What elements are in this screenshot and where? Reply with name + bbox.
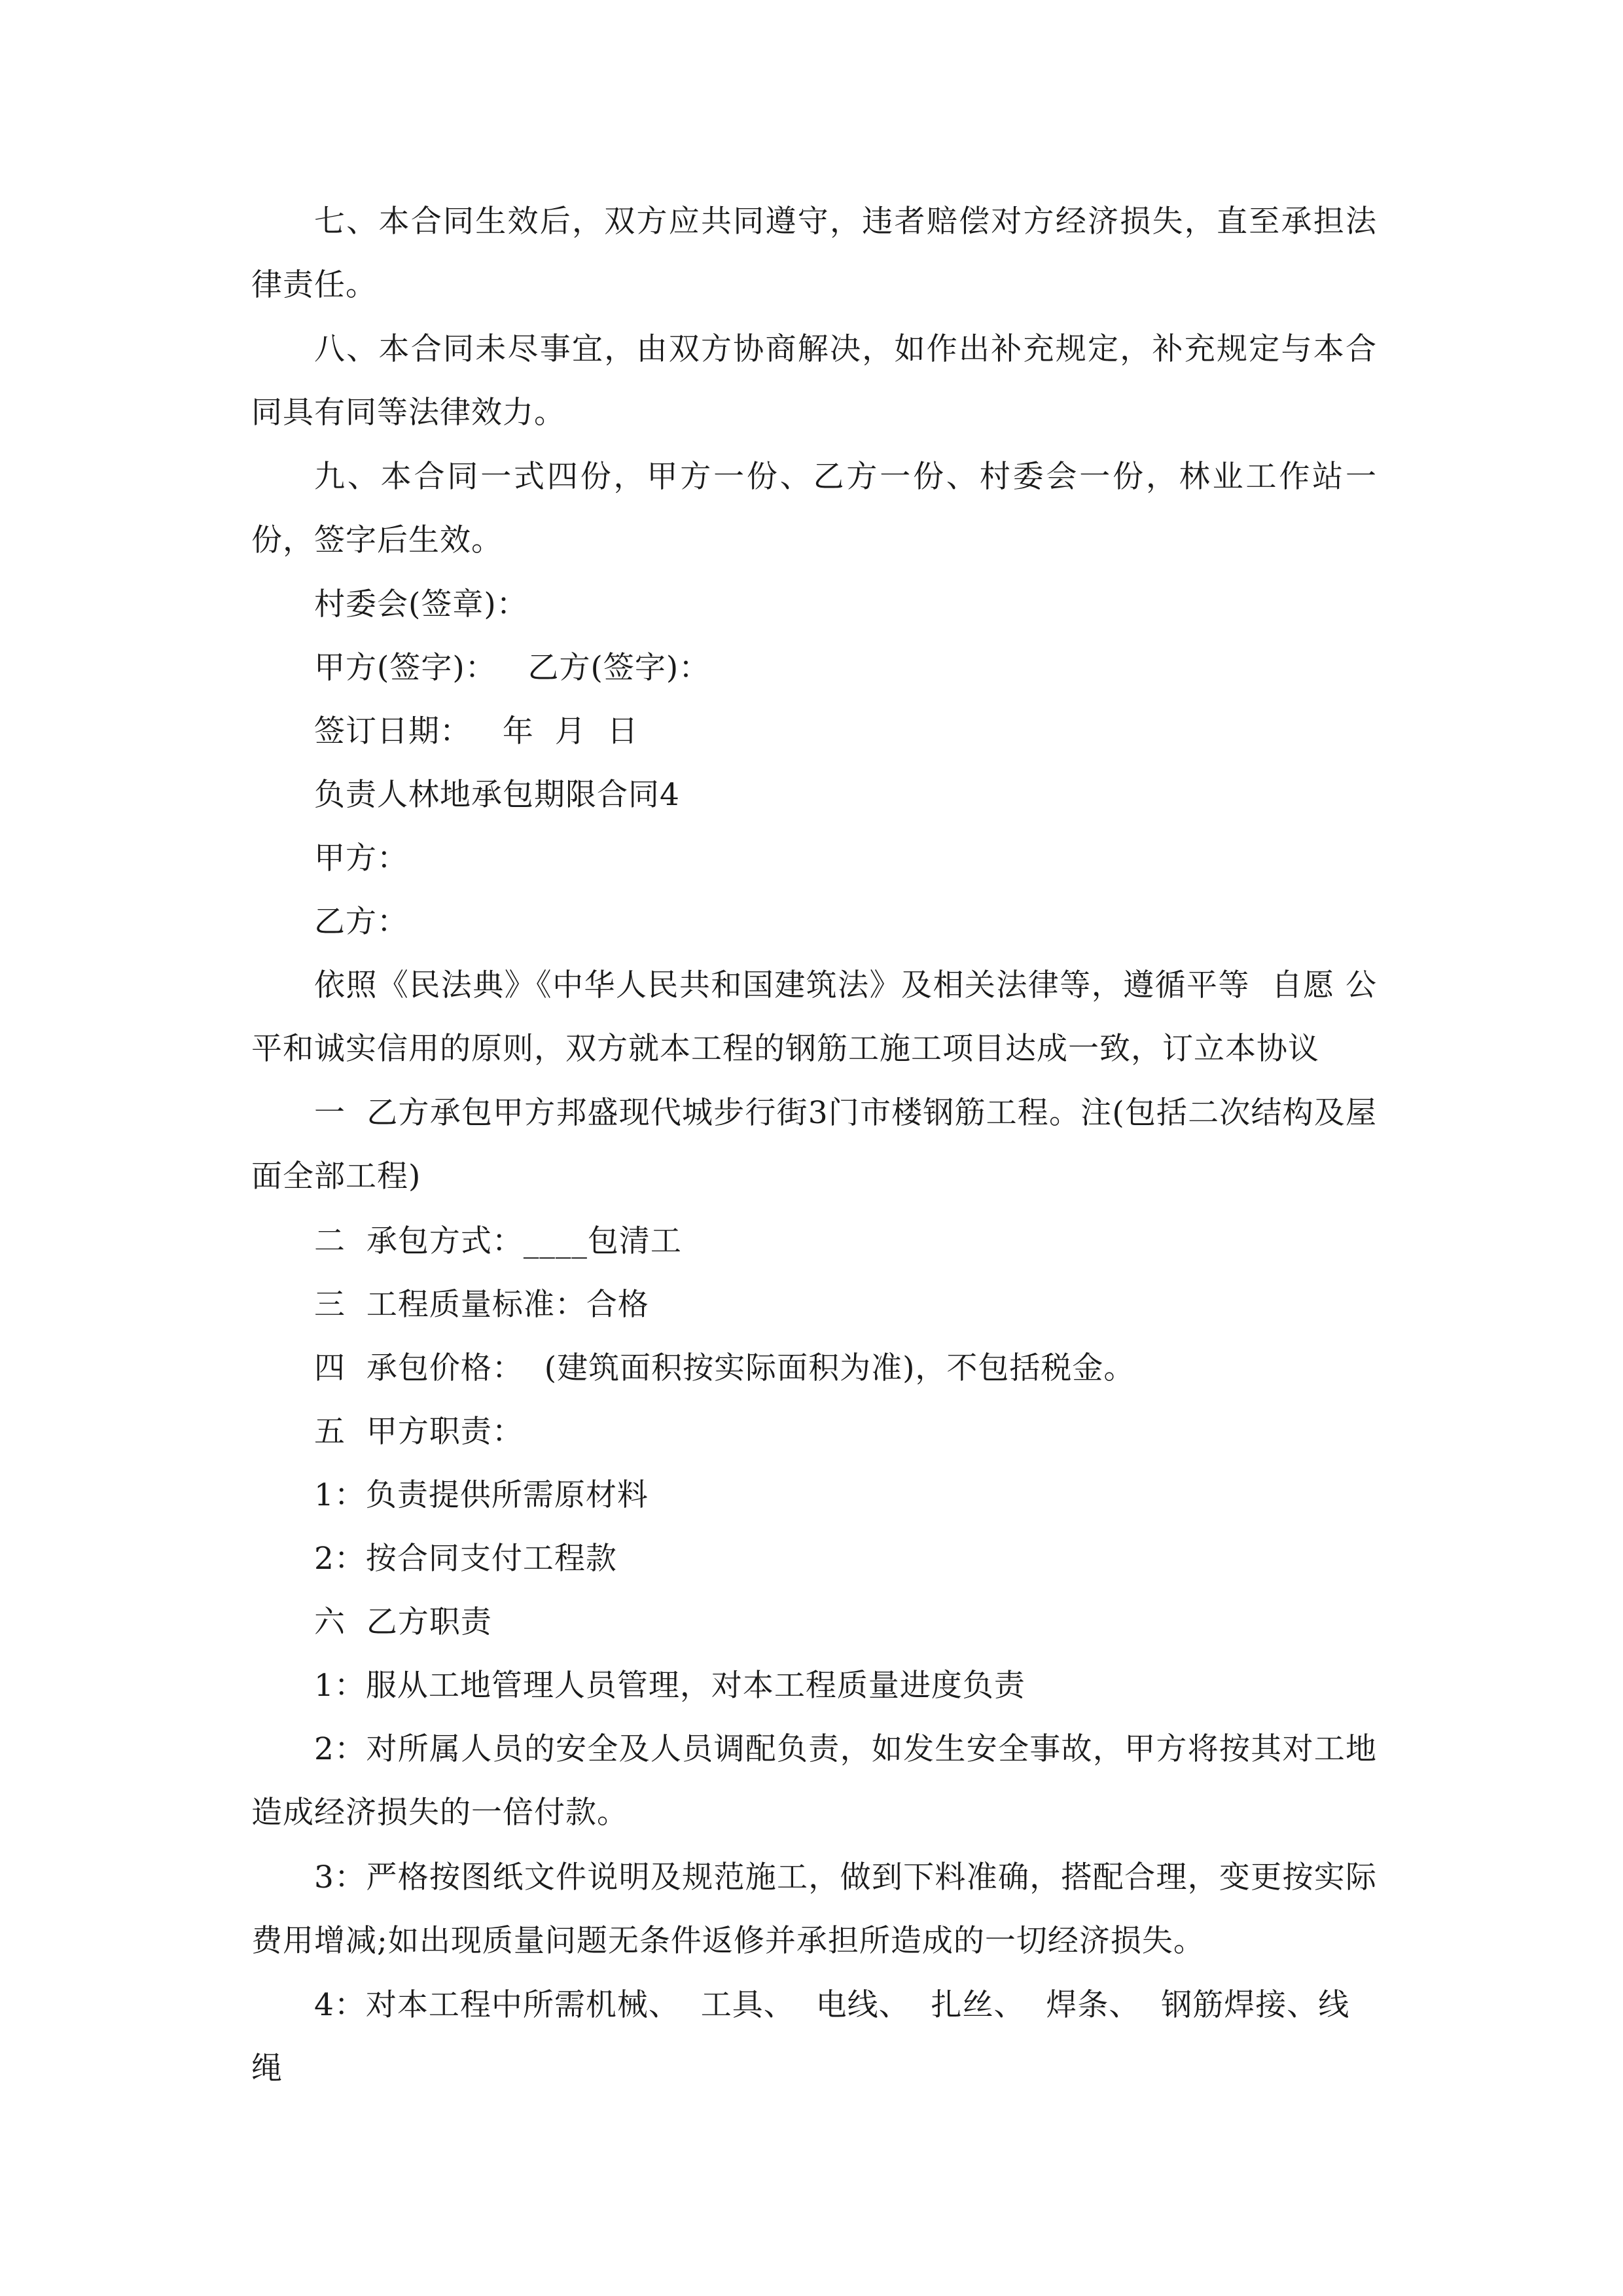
item-4-price: 四 承包价格： (建筑面积按实际面积为准)，不包括税金。: [314, 1350, 1135, 1386]
item-6-party-b-duties: 六 乙方职责: [314, 1604, 492, 1640]
preamble: 依照《民法典》《中华人民共和国建筑法》及相关法律等，遵循平等 自愿 公平和诚实信用的原则，双方就本工程的钢筋工施工项目达成一致，订立本协议: [251, 967, 1377, 1067]
clause-8: 八、本合同未尽事宜，由双方协商解决，如作出补充规定，补充规定与本合同具有同等法律效力。: [251, 331, 1377, 431]
item-1-scope: 一 乙方承包甲方邦盛现代城步行街3门市楼钢筋工程。注(包括二次结构及屋面全部工程): [251, 1095, 1377, 1194]
clause-9: 九、本合同一式四份，甲方一份、乙方一份、村委会一份，林业工作站一份，签字后生效。: [251, 459, 1377, 558]
party-signatures: 甲方(签字)： 乙方(签字)：: [314, 650, 711, 686]
party-a-duty-1: 1：负责提供所需原材料: [314, 1477, 649, 1513]
item-5-party-a-duties: 五 甲方职责：: [314, 1414, 524, 1450]
party-b-duty-3: 3：严格按图纸文件说明及规范施工，做到下料准确，搭配合理，变更按实际费用增减;如出现质量问题无条件返修并承担所造成的一切经济损失。: [251, 1859, 1377, 1959]
item-2-method: 二 承包方式：____包清工: [314, 1223, 682, 1259]
party-b: 乙方：: [314, 904, 408, 940]
village-committee-seal: 村委会(签章)：: [314, 586, 528, 622]
contract-heading: 负责人林地承包期限合同4: [314, 777, 680, 813]
item-3-quality: 三 工程质量标准：合格: [314, 1287, 649, 1323]
party-b-duty-4: 4：对本工程中所需机械、 工具、 电线、 扎丝、 焊条、 钢筋焊接、线绳: [251, 1987, 1350, 2087]
party-a-duty-2: 2：按合同支付工程款: [314, 1541, 617, 1577]
clause-7: 七、本合同生效后，双方应共同遵守，违者赔偿对方经济损失，直至承担法律责任。: [251, 204, 1377, 303]
party-b-duty-1: 1：服从工地管理人员管理，对本工程质量进度负责: [314, 1668, 1026, 1704]
signing-date: 签订日期： 年 月 日: [314, 713, 639, 749]
party-a: 甲方：: [314, 840, 408, 876]
party-b-duty-2: 2：对所属人员的安全及人员调配负责，如发生安全事故，甲方将按其对工地造成经济损失的一倍付款。: [251, 1731, 1377, 1831]
